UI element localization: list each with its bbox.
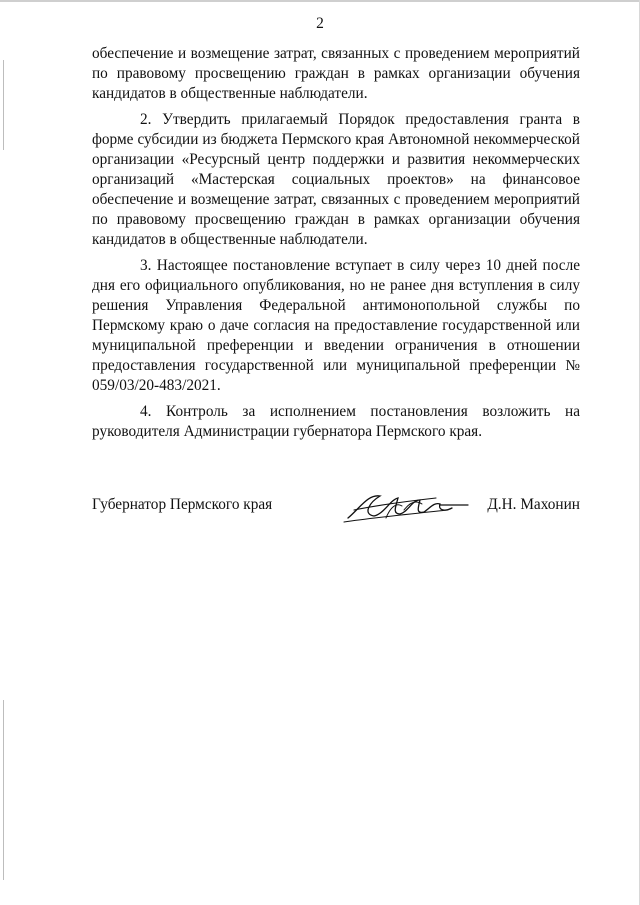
paragraph: 2. Утвердить прилагаемый Порядок предоставления гранта в форме субсидии из бюджета Пермского края Автономной некоммерческой организации «Ресурсный центр поддержки и развития некоммерческих организаций «Мастерская социальных проектов» на финансовое обеспечение и возмещение затрат, связанных с проведением мероприятий по правовому просвещению граждан в рамках организации обучения кандидатов в общественные наблюдатели. [92, 111, 580, 248]
paragraph: обеспечение и возмещение затрат, связанных с проведением мероприятий по правовому просвещению граждан в рамках организации обучения кандидатов в общественные наблюдатели. [92, 45, 580, 102]
document-body [92, 44, 580, 448]
page-number: 2 [316, 15, 324, 32]
signer-name: Д.Н. Махонин [487, 496, 580, 513]
scan-artifact [3, 60, 4, 150]
scan-edge [0, 0, 640, 2]
scan-artifact [3, 700, 4, 880]
paragraph: 3. Настоящее постановление вступает в силу через 10 дней после дня его официального опубликования, но не ранее дня вступления в силу решения Управления Федеральной антимонопольной службы по Пермскому краю о даче согласия на предоставление государственной или муниципальной преференции и введении ограничения в отношении предоставления государственной или муниципальной преференции № 059/03/20-483/2021. [92, 257, 580, 394]
signature-block [92, 496, 580, 536]
signer-title: Губернатор Пермского края [92, 496, 273, 513]
handwritten-signature-icon [340, 488, 470, 526]
paragraph: 4. Контроль за исполнением постановления возложить на руководителя Администрации губернатора Пермского края. [92, 403, 580, 440]
